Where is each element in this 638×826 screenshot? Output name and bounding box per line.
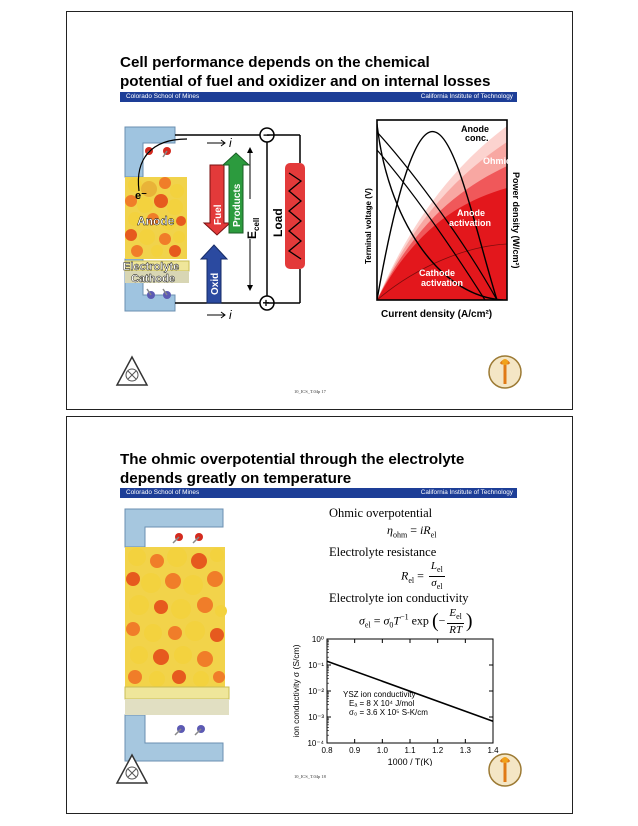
eq-ion-conductivity: $\sigma_{el} = \sigma_0T^{-1}$ exp (− $\frac{E_{el}}{RT}$ ): [359, 607, 473, 637]
perf-chart-ylabel-right: Power density (W/cm²): [511, 172, 521, 269]
banner-left-label-2: Colorado School of Mines: [126, 489, 200, 496]
institution-banner-2: [120, 488, 517, 498]
caltech-seal-icon-2: [487, 750, 523, 790]
x-tick-label: 0.8: [321, 746, 333, 755]
region-cathode-activation-label: Cathode activation: [419, 268, 464, 288]
x-tick-label: 1.2: [432, 746, 444, 755]
institution-banner: [120, 92, 517, 102]
cathode-label: Cathode: [131, 273, 175, 285]
slide-1-title-line-1: Cell performance depends on the chemical: [120, 54, 430, 71]
caltech-seal-icon: [487, 352, 523, 392]
slide-1: [66, 11, 573, 410]
x-tick-label: 1.0: [376, 746, 388, 755]
region-anode-conc-label: Anode conc.: [461, 124, 489, 143]
cond-chart-xlabel: 1000 / T(K): [387, 757, 433, 766]
banner-left-label: Colorado School of Mines: [126, 93, 200, 100]
conductivity-chart: [289, 631, 503, 766]
mines-seal-icon: [115, 355, 149, 389]
perf-chart-xlabel: Current density (A/cm²): [381, 309, 493, 320]
oxid-label: Oxid: [210, 272, 221, 295]
slide-1-title: [120, 54, 560, 91]
eq-ohmic-heading: Ohmic overpotential: [329, 506, 433, 520]
ecell-label: $E_{cell}$: [245, 217, 261, 239]
slide-2: [66, 416, 573, 814]
fuel-label: Fuel: [213, 204, 224, 225]
plus-label: +: [262, 296, 270, 310]
x-tick-label: 1.3: [459, 746, 471, 755]
eq-electrolyte-resistance: $R_{el}$ = $\frac{L_{el}}{\sigma_{el}}$: [401, 560, 443, 592]
eq-ohmic-overpotential: $\eta_{ohm} = iR_{el}$: [387, 523, 437, 540]
current-label-top: i: [229, 136, 232, 150]
y-tick-label: 10⁰: [311, 635, 324, 644]
cond-annotation-line: σ₀ = 3.6 X 10⁵ S-K/cm: [349, 708, 428, 717]
performance-chart: [357, 116, 527, 331]
eq-conductivity-heading: Electrolyte ion conductivity: [329, 591, 469, 605]
current-label-bottom: i: [229, 308, 232, 319]
x-tick-label: 1.4: [487, 746, 499, 755]
slide-1-title-line-2: potential of fuel and oxidizer and on internal losses: [120, 72, 491, 90]
x-tick-label: 0.9: [349, 746, 361, 755]
electrolyte-label: Electrolyte: [123, 261, 180, 273]
electron-label: e⁻: [135, 190, 147, 202]
banner-right-label: California Institute of Technology: [420, 93, 513, 100]
perf-chart-ylabel-left: Terminal voltage (V): [364, 188, 373, 264]
slide-2-footer: 10_ICS_T.04p 18: [294, 774, 326, 779]
anode-label: Anode: [137, 214, 175, 228]
slide-2-title: [120, 451, 560, 488]
slide-2-title-line-2: depends greatly on temperature: [120, 469, 352, 487]
load-label: Load: [271, 208, 285, 237]
y-tick-label: 10⁻¹: [308, 661, 324, 670]
region-anode-activation-label: Anode activation: [449, 208, 492, 228]
products-label: Products: [232, 183, 243, 227]
mines-seal-icon-2: [115, 753, 149, 787]
x-tick-label: 1.1: [404, 746, 416, 755]
cond-annotation-line: Eₐ = 8 X 10⁴ J/mol: [349, 699, 415, 708]
y-tick-label: 10⁻²: [308, 687, 324, 696]
eq-resistance-heading: Electrolyte resistance: [329, 545, 437, 559]
banner-right-label-2: California Institute of Technology: [420, 489, 513, 496]
y-tick-label: 10⁻³: [308, 713, 324, 722]
slide-1-footer: 10_ICS_T.04p 17: [294, 389, 326, 394]
slide-2-title-line-1: The ohmic overpotential through the electrolyte: [120, 451, 465, 468]
fuel-cell-diagram: [117, 119, 307, 319]
cond-annotation-line: YSZ ion conductivity: [343, 690, 416, 699]
cell-stack-illustration: [119, 505, 239, 765]
minus-label: −: [263, 128, 271, 142]
y-tick-label: 10⁻⁴: [307, 739, 324, 748]
cond-chart-ylabel: ion conductivity σ (S/cm): [291, 644, 301, 738]
region-ohmic-label: Ohmic: [483, 156, 512, 166]
